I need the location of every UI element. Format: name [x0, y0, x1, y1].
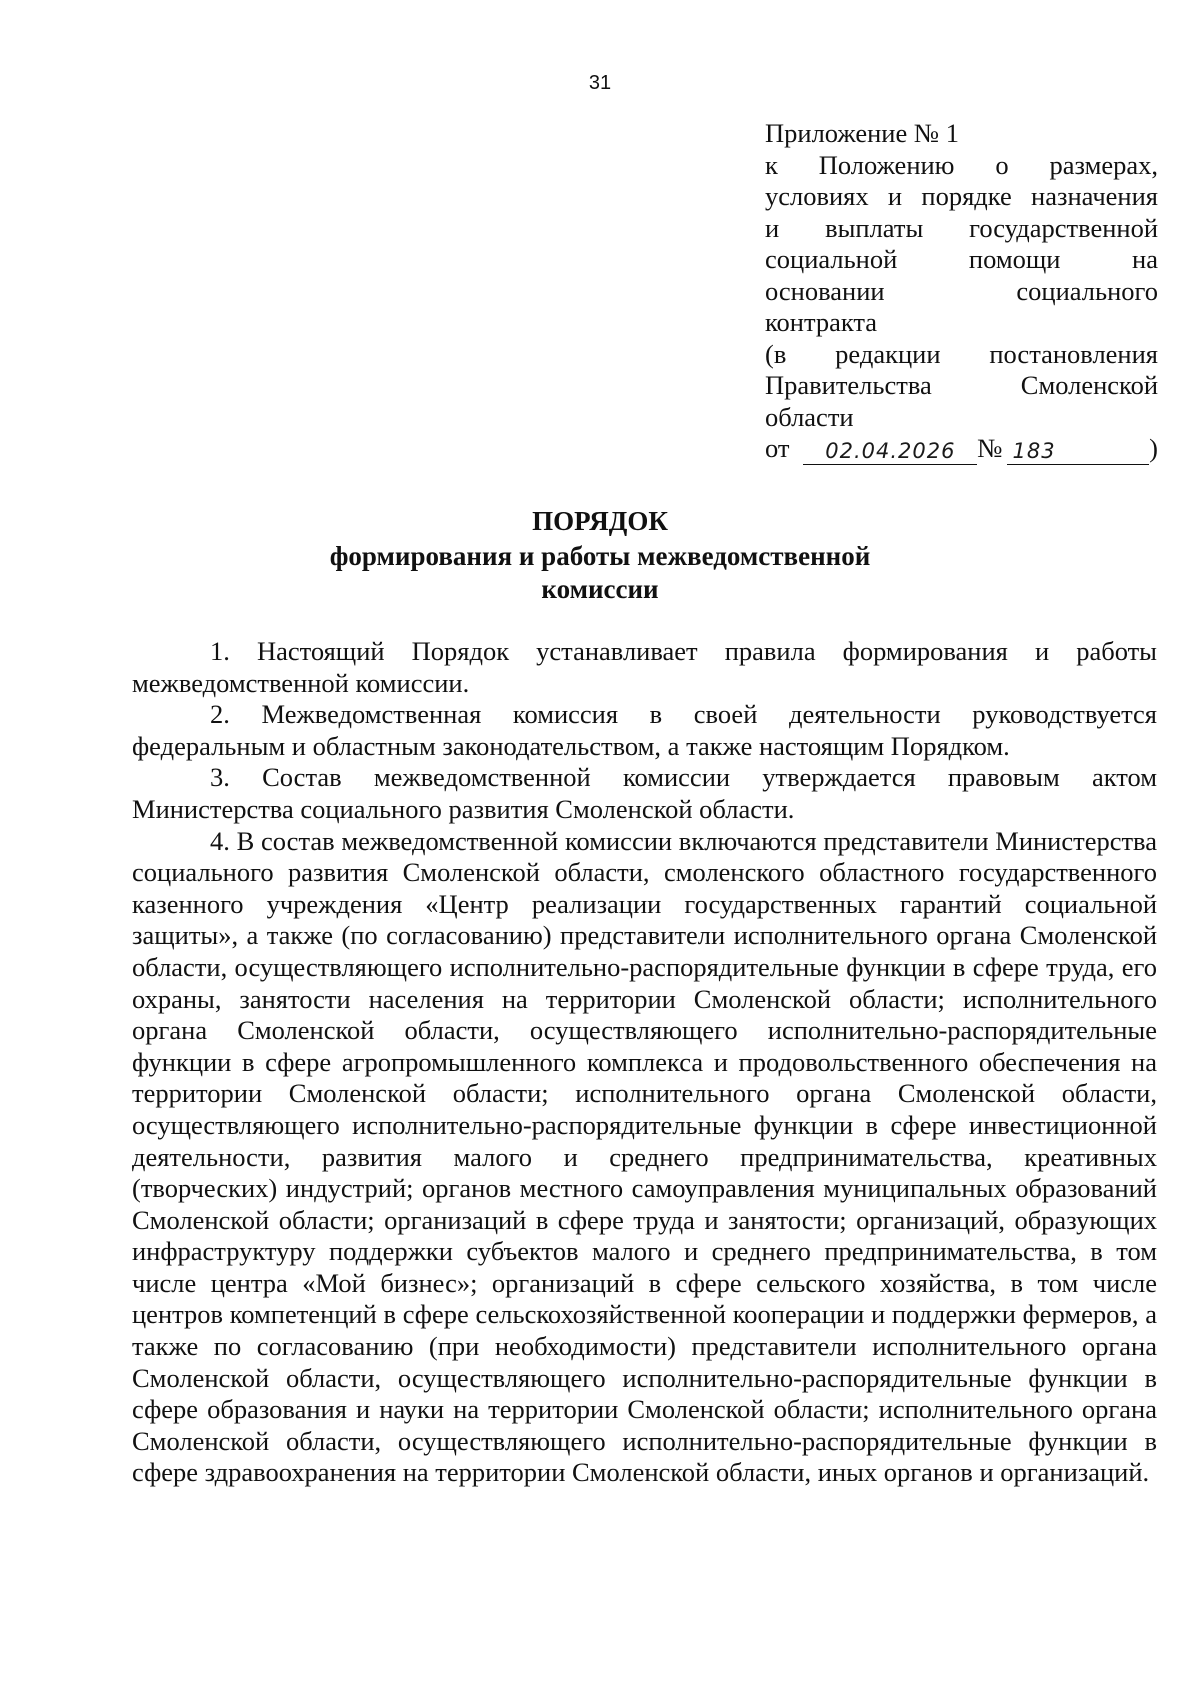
paragraph-3: 3. Состав межведомственной комиссии утверждается правовым актом Министерства социального развития Смоленской области.: [132, 762, 1157, 824]
closing-paren: ): [1149, 433, 1158, 463]
appendix-line: области: [765, 401, 854, 432]
appendix-line: условиях и порядке назначения: [765, 181, 1158, 211]
appendix-line: основании социального: [765, 275, 1158, 306]
document-title: ПОРЯДОК: [532, 506, 668, 536]
number-label: №: [977, 433, 1003, 463]
appendix-line: Приложение № 1: [765, 118, 960, 148]
document-subtitle-line2: комиссии: [541, 574, 659, 604]
appendix-line: социальной помощи на: [765, 244, 1158, 274]
paragraph-1: 1. Настоящий Порядок устанавливает правила формирования и работы межведомственной комиссии.: [132, 636, 1157, 698]
handwritten-date: 02.04.2026: [803, 438, 977, 465]
document-subtitle-line1: формирования и работы межведомственной: [329, 541, 871, 571]
paragraph-2: 2. Межведомственная комиссия в своей деятельности руководствуется федеральным и областным законодательством, а также настоящим Порядком.: [132, 699, 1157, 761]
appendix-block: [765, 118, 1158, 465]
appendix-line: и выплаты государственной: [765, 212, 1158, 243]
appendix-line: Правительства Смоленской: [765, 370, 1158, 400]
page-number: 31: [588, 72, 612, 94]
appendix-line: к Положению о размерах,: [765, 149, 1158, 180]
handwritten-number: 183: [1007, 438, 1150, 465]
appendix-line: (в редакции постановления: [765, 338, 1158, 369]
from-label: от: [765, 433, 790, 463]
appendix-date-line: [765, 433, 1158, 465]
document-body: [132, 636, 1157, 1489]
appendix-line: контракта: [765, 307, 878, 337]
paragraph-4: 4. В состав межведомственной комиссии включаются представители Министерства социального развития Смоленской области, смоленского областного государственного казенного учреждения «Центр реализации государственных гарантий социальной защиты», а также (по согласованию) представители исполнительного органа Смоленской области, осуществляющего исполнительно-распорядительные функции в сфере труда, его охраны, занятости населения на территории Смоленской области; исполнительного органа Смоленской области, осуществляющего исполнительно-распорядительные функции в сфере агропромышленного комплекса и продовольственного обеспечения на территории Смоленской области; исполнительного органа Смоленской области, осуществляющего исполнительно-распорядительные функции в сфере инвестиционной деятельности, развития малого и среднего предпринимательства, креативных (творческих) индустрий; органов местного самоуправления муниципальных образований Смоленской области; организаций в сфере труда и занятости; организаций, образующих инфраструктуру поддержки субъектов малого и среднего предпринимательства, в том числе центра «Мой бизнес»; организаций в сфере сельского хозяйства, в том числе центров компетенций в сфере сельскохозяйственной кооперации и поддержки фермеров, а также по согласованию (при необходимости) представители исполнительного органа Смоленской области, осуществляющего исполнительно-распорядительные функции в сфере образования и науки на территории Смоленской области; исполнительного органа Смоленской области, осуществляющего исполнительно-распорядительные функции в сфере здравоохранения на территории Смоленской области, иных органов и организаций.: [132, 825, 1157, 1488]
